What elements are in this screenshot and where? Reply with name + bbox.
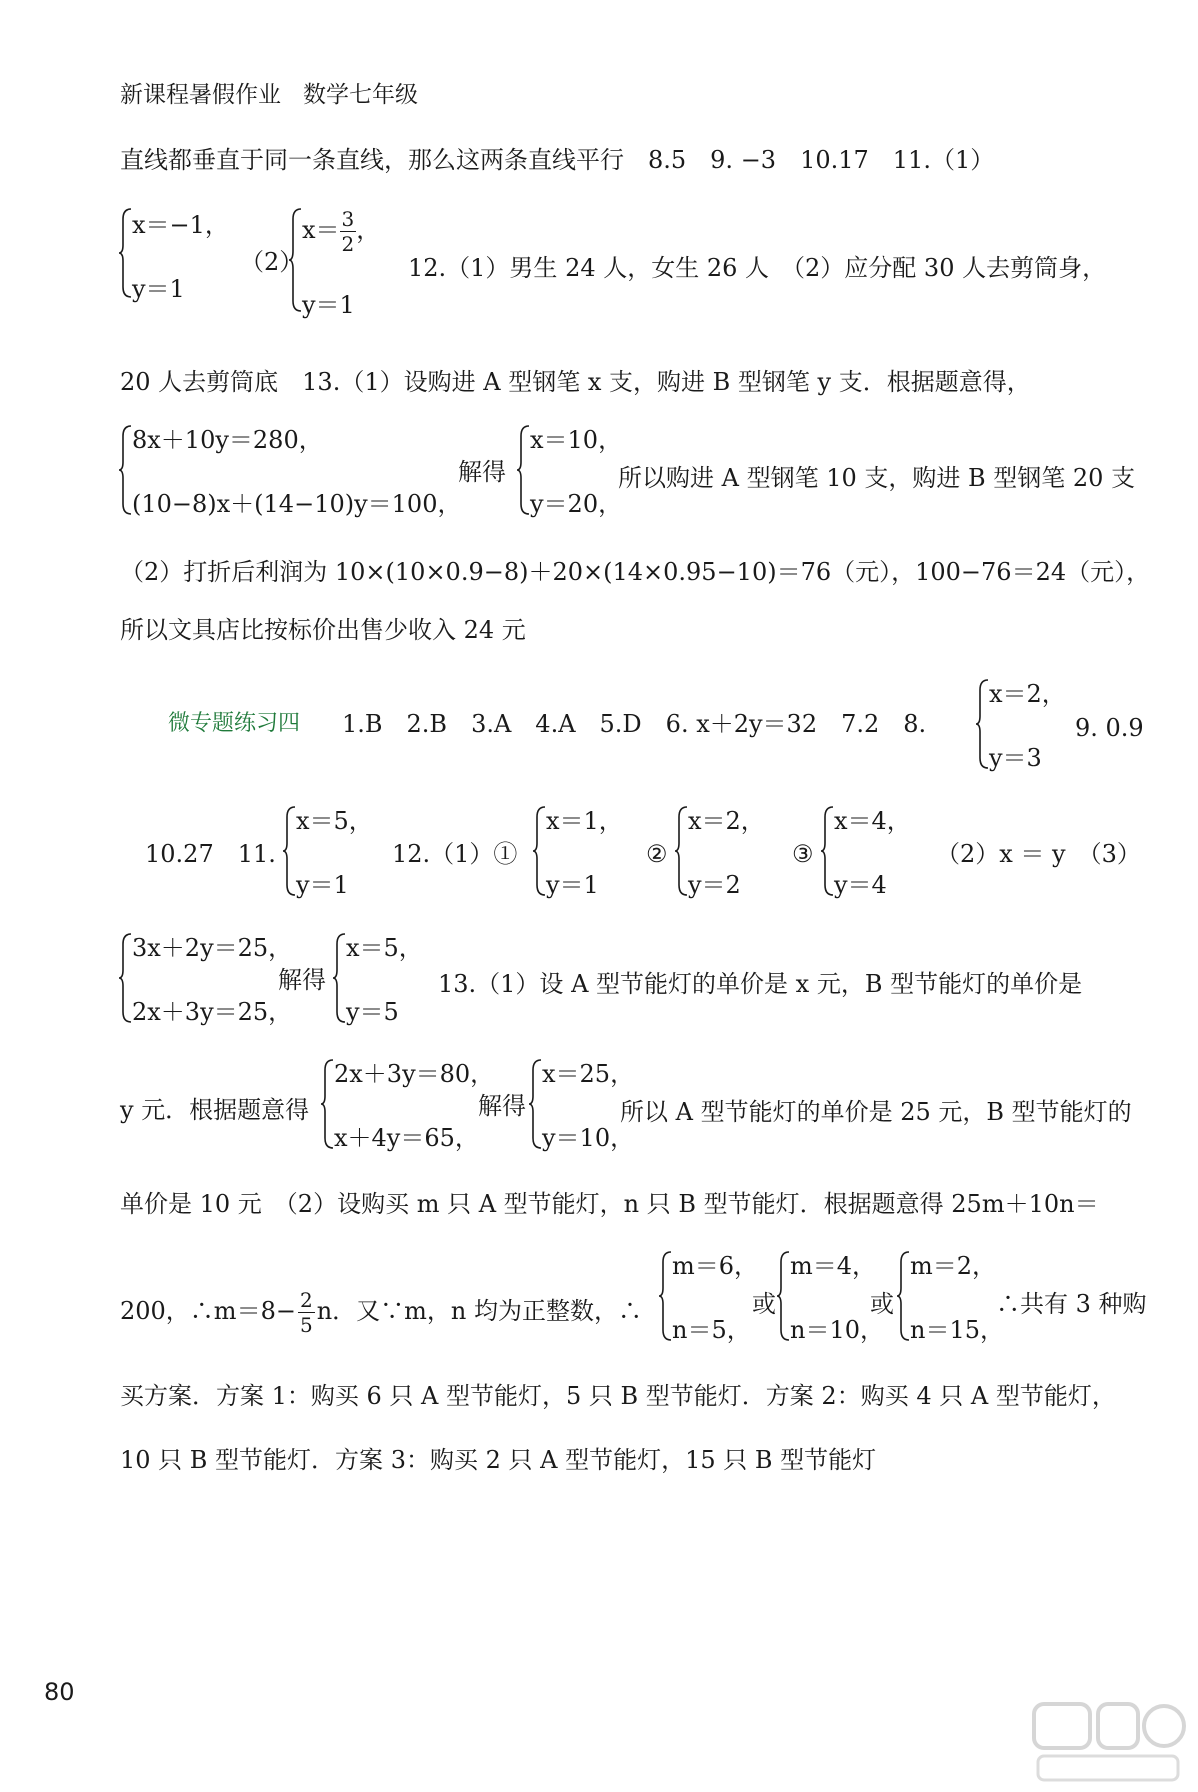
left-brace-icon: [674, 805, 688, 897]
equation-row: y＝10，: [542, 1124, 635, 1152]
left-brace-icon: [516, 424, 530, 516]
equation-row: x＋4y＝65，: [334, 1124, 479, 1152]
left-brace-icon: [332, 932, 346, 1024]
equation-row: x＝5，: [296, 807, 373, 835]
equation-row: y＝1: [302, 291, 355, 319]
equation-system: [288, 207, 388, 317]
equation-row: 3x＋2y＝25，: [132, 934, 293, 962]
equation-row: x＝5，: [346, 934, 423, 962]
answer-line-8: 10.27 11.: [145, 840, 276, 868]
equation-row: x＝−1，: [132, 211, 229, 239]
equation-system: [282, 805, 372, 901]
page-number: 80: [44, 1678, 75, 1706]
answer-line-10: y 元．根据题意得: [120, 1096, 310, 1124]
answer-line-5: （2）打折后利润为 10×(10×0.9−8)＋20×(14×0.95−10)＝76（元），100−76＝24（元），: [120, 558, 1151, 586]
text-jiede: 解得: [458, 458, 506, 486]
equation-row: y＝1: [296, 871, 349, 899]
answer-item-9: 9. 0.9: [1075, 714, 1144, 742]
answer-line-12: 200，∴m＝8− $\frac{2}{5}$ n．又∵m，n 均为正整数，∴: [120, 1288, 642, 1337]
equation-row: x＝ $\frac{3}{2}$ ，: [302, 207, 381, 256]
left-brace-icon: [532, 805, 546, 897]
answer-line-13: 买方案．方案 1：购买 6 只 A 型节能灯，5 只 B 型节能灯．方案 2：购买 4 只 A 型节能灯，: [120, 1382, 1116, 1410]
book-subject: 数学七年级: [303, 82, 418, 108]
left-brace-icon: [776, 1250, 790, 1342]
answer-line-4: 所以购进 A 型钢笔 10 支，购进 B 型钢笔 20 支: [618, 464, 1136, 492]
text-or: 或: [870, 1290, 894, 1318]
equation-row: x＝10，: [530, 426, 623, 454]
left-brace-icon: [320, 1058, 334, 1150]
book-title: 新课程暑假作业: [120, 82, 281, 108]
equation-system: [658, 1250, 759, 1346]
left-brace-icon: [118, 207, 132, 299]
equation-row: 2x＋3y＝80，: [334, 1060, 495, 1088]
text-jiede: 解得: [478, 1092, 526, 1120]
equation-system: [820, 805, 910, 901]
answer-line-12-end: ∴共有 3 种购: [996, 1290, 1147, 1318]
answer-line-9: 13.（1）设 A 型节能灯的单价是 x 元，B 型节能灯的单价是: [438, 970, 1083, 998]
equation-row: 2x＋3y＝25，: [132, 998, 293, 1026]
answer-line-8-end: （2）x ＝ y （3）: [936, 840, 1141, 868]
equation-row: (10−8)x＋(14−10)y＝100，: [132, 490, 462, 518]
text-jiede: 解得: [278, 966, 326, 994]
equation-system: [532, 805, 622, 901]
equation-system: [896, 1250, 1004, 1346]
answer-line-3: 20 人去剪筒底 13.（1）设购进 A 型钢笔 x 支，购进 B 型钢笔 y 支．根据题意得，: [120, 368, 1031, 396]
equation-row: n＝5，: [672, 1316, 751, 1344]
answer-line-14: 10 只 B 型节能灯．方案 3：购买 2 只 A 型节能灯，15 只 B 型节能灯: [120, 1446, 877, 1474]
left-brace-icon: [282, 805, 296, 897]
equation-row: y＝2: [688, 871, 741, 899]
equation-system: [320, 1058, 495, 1154]
equation-system: [332, 932, 422, 1028]
left-brace-icon: [820, 805, 834, 897]
running-header: [120, 84, 418, 107]
equation-system: [776, 1250, 884, 1346]
equation-system: [975, 678, 1065, 774]
left-brace-icon: [658, 1250, 672, 1342]
answer-line-10-end: 所以 A 型节能灯的单价是 25 元，B 型节能灯的: [620, 1098, 1132, 1126]
left-brace-icon: [118, 932, 132, 1024]
equation-row: n＝15，: [910, 1316, 1004, 1344]
answer-line-11: 单价是 10 元 （2）设购买 m 只 A 型节能灯，n 只 B 型节能灯．根据题意得 25m＋10n＝: [120, 1190, 1099, 1218]
left-brace-icon: [288, 207, 302, 313]
equation-row: m＝2，: [910, 1252, 997, 1280]
equation-system: [118, 932, 293, 1028]
answer-line-7: 1.B 2.B 3.A 4.A 5.D 6. x＋2y＝32 7.2 8.: [342, 710, 927, 738]
equation-row: x＝1，: [546, 807, 623, 835]
fraction: $\frac{3}{2}$: [341, 207, 355, 256]
equation-row: n＝10，: [790, 1316, 884, 1344]
equation-row: y＝1: [132, 275, 185, 303]
watermark-logo-icon: [1028, 1700, 1188, 1786]
equation-system: [674, 805, 764, 901]
text-or: 或: [752, 1290, 776, 1318]
answer-part-label: （2）: [240, 248, 304, 276]
equation-row: x＝25，: [542, 1060, 635, 1088]
equation-row: y＝5: [346, 998, 399, 1026]
equation-row: x＝2，: [989, 680, 1066, 708]
equation-system: [118, 207, 238, 303]
equation-row: m＝4，: [790, 1252, 877, 1280]
left-brace-icon: [528, 1058, 542, 1150]
answer-line-6: 所以文具店比按标价出售少收入 24 元: [120, 616, 526, 644]
answer-line-1: 直线都垂直于同一条直线，那么这两条直线平行 8.5 9. −3 10.17 11.（1）: [120, 146, 995, 174]
equation-system: [516, 424, 623, 520]
equation-row: m＝6，: [672, 1252, 759, 1280]
left-brace-icon: [975, 678, 989, 770]
left-brace-icon: [896, 1250, 910, 1342]
fraction: $\frac{2}{5}$: [299, 1288, 313, 1337]
circled-3: ③: [792, 840, 814, 868]
equation-system: [528, 1058, 635, 1154]
equation-row: y＝1: [546, 871, 599, 899]
answer-line-2: 12.（1）男生 24 人，女生 26 人 （2）应分配 30 人去剪筒身，: [408, 254, 1107, 282]
circled-2: ②: [646, 840, 668, 868]
section-title: 微专题练习四: [168, 711, 301, 736]
left-brace-icon: [118, 424, 132, 516]
answer-part-12: 12.（1）①: [392, 840, 518, 868]
equation-row: y＝4: [834, 871, 887, 899]
equation-row: y＝20，: [530, 490, 623, 518]
equation-system: [118, 424, 462, 520]
equation-row: y＝3: [989, 744, 1042, 772]
equation-row: x＝4，: [834, 807, 911, 835]
equation-row: x＝2，: [688, 807, 765, 835]
equation-row: 8x＋10y＝280，: [132, 426, 323, 454]
